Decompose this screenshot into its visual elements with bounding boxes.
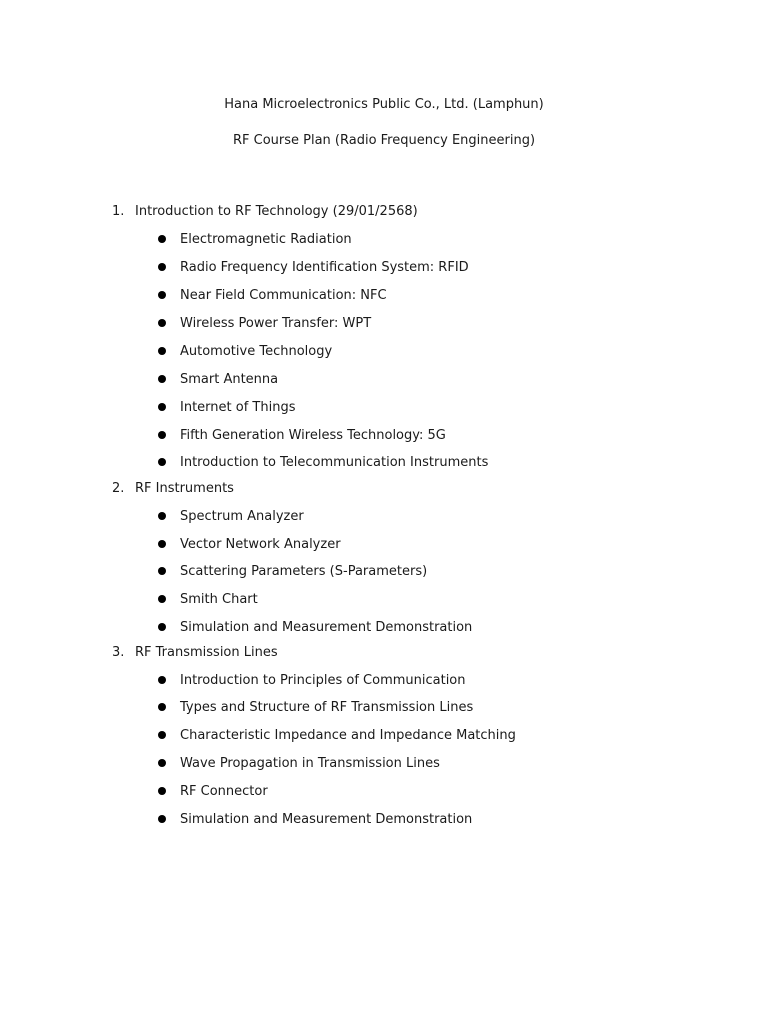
list-item-text: Scattering Parameters (S-Parameters)	[180, 564, 428, 579]
list-item-text: Introduction to Principles of Communication	[180, 673, 466, 688]
list-item-text: Wave Propagation in Transmission Lines	[180, 756, 440, 771]
section-number: 3.	[112, 645, 125, 660]
list-item-text: Vector Network Analyzer	[180, 537, 341, 552]
list-item-text: Simulation and Measurement Demonstration	[180, 620, 473, 635]
section-title	[112, 481, 234, 497]
company-heading: Hana Microelectronics Public Co., Ltd. (Lamphun)	[224, 97, 544, 112]
bullet-icon	[158, 759, 166, 767]
list-item-text: RF Connector	[180, 784, 268, 799]
list-item-text: Spectrum Analyzer	[180, 509, 304, 524]
bullet-icon	[158, 703, 166, 711]
bullet-icon	[158, 347, 166, 355]
bullet-icon	[158, 787, 166, 795]
section-title	[112, 204, 418, 220]
list-item-text: Characteristic Impedance and Impedance Matching	[180, 728, 516, 743]
bullet-icon	[158, 235, 166, 243]
list-item-text: Smart Antenna	[180, 372, 279, 387]
section-title-text: RF Instruments	[135, 481, 234, 496]
list-item-text: Wireless Power Transfer: WPT	[180, 316, 372, 331]
bullet-icon	[158, 540, 166, 548]
bullet-icon	[158, 458, 166, 466]
bullet-icon	[158, 319, 166, 327]
bullet-icon	[158, 431, 166, 439]
course-title: RF Course Plan (Radio Frequency Engineering)	[232, 133, 536, 148]
bullet-icon	[158, 512, 166, 520]
bullet-icon	[158, 567, 166, 575]
list-item-text: Types and Structure of RF Transmission Lines	[180, 700, 474, 715]
bullet-icon	[158, 263, 166, 271]
list-item-text: Internet of Things	[180, 400, 296, 415]
list-item-text: Simulation and Measurement Demonstration	[180, 812, 473, 827]
bullet-icon	[158, 595, 166, 603]
list-item-text: Near Field Communication: NFC	[180, 288, 387, 303]
bullet-icon	[158, 731, 166, 739]
section-title-text: Introduction to RF Technology (29/01/2568)	[135, 204, 418, 219]
list-item-text: Introduction to Telecommunication Instruments	[180, 455, 489, 470]
list-item-text: Electromagnetic Radiation	[180, 232, 352, 247]
list-item-text: Fifth Generation Wireless Technology: 5G	[180, 428, 446, 443]
bullet-icon	[158, 291, 166, 299]
bullet-icon	[158, 676, 166, 684]
list-item-text: Radio Frequency Identification System: RFID	[180, 260, 469, 275]
list-item-text: Smith Chart	[180, 592, 258, 607]
section-title	[112, 645, 278, 661]
bullet-icon	[158, 403, 166, 411]
list-item-text: Automotive Technology	[180, 344, 333, 359]
bullet-icon	[158, 375, 166, 383]
section-title-text: RF Transmission Lines	[135, 645, 278, 660]
section-number: 1.	[112, 204, 125, 219]
bullet-icon	[158, 815, 166, 823]
section-number: 2.	[112, 481, 125, 496]
bullet-icon	[158, 623, 166, 631]
